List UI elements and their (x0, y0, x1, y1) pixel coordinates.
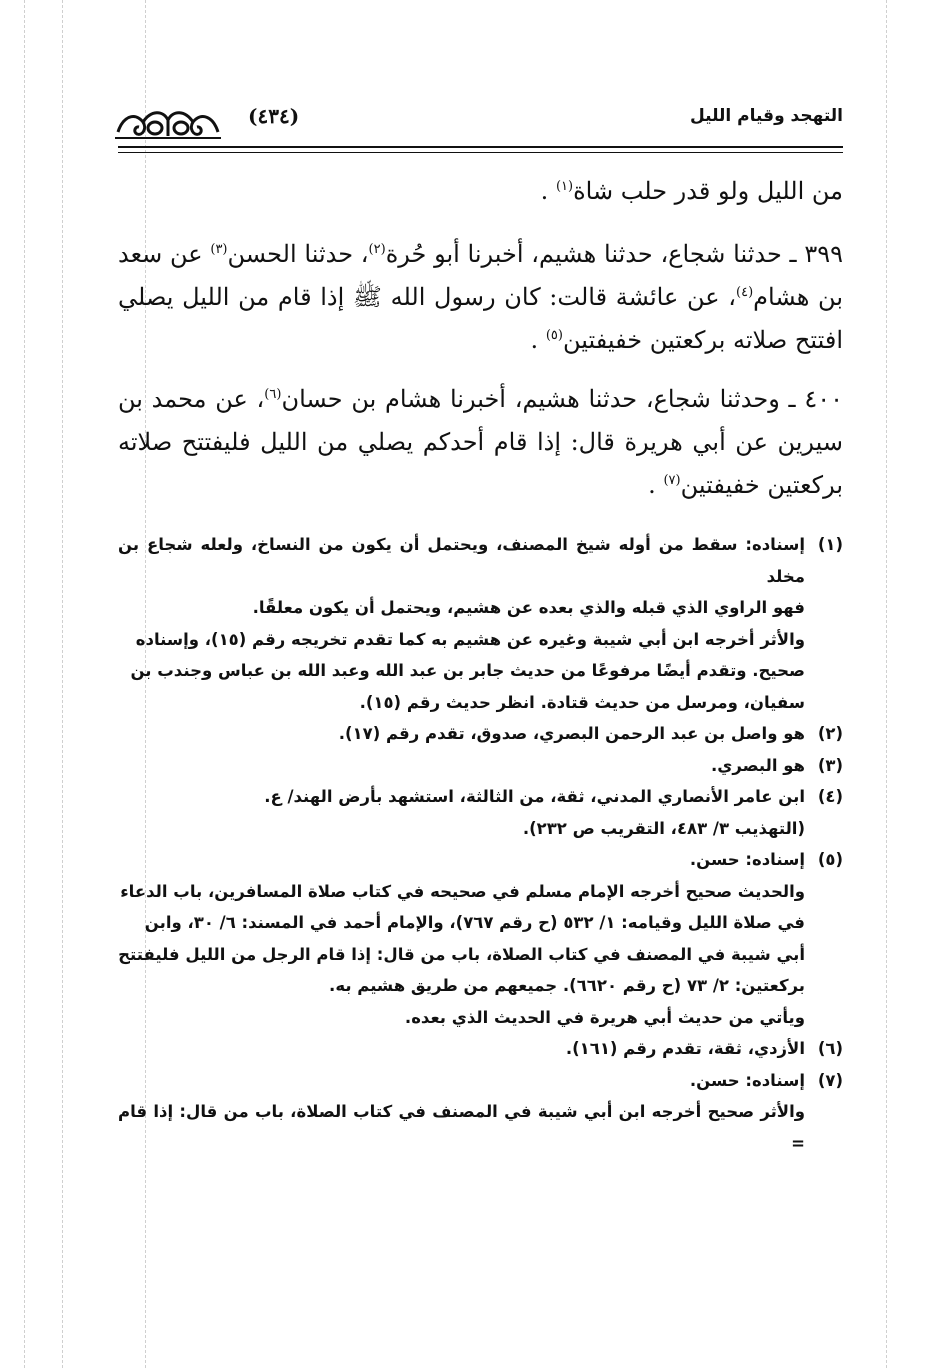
main-text (118, 170, 843, 507)
text-run: ٣٩٩ ـ حدثنا شجاع، حدثنا هشيم، أخبرنا أبو حُرة (385, 240, 843, 268)
book-page (118, 98, 843, 1338)
header-rule (118, 146, 843, 148)
footnote-2 (118, 718, 843, 750)
text-run: ٤٠٠ ـ وحدثنا شجاع، حدثنا هشيم، أخبرنا هشام بن حسان (281, 385, 843, 413)
footnotes (118, 529, 843, 1159)
footnote-line: إسناده: حسن. (689, 850, 805, 869)
paragraph-hadith-400 (118, 378, 843, 507)
footnote-line: الأزدي، ثقة، تقدم رقم (١٦١). (565, 1039, 805, 1058)
footnote-line: بركعتين: ٢/ ٧٣ (ح رقم ٦٦٢٠). جميعهم من طريق هشيم به. (329, 976, 805, 995)
footnote-line: والأثر أخرجه ابن أبي شيبة وغيره عن هشيم به كما تقدم تخريجه رقم (١٥)، وإسناده (135, 629, 805, 649)
footnote-ref[interactable]: (٢) (368, 242, 386, 257)
text-run: ، حدثنا الحسن (227, 240, 369, 268)
text-run: من الليل ولو قدر حلب شاة (573, 177, 843, 205)
paragraph (118, 170, 843, 213)
footnote-number: (٥) (817, 850, 843, 869)
paragraph-hadith-399 (118, 233, 843, 362)
scan-guide-line (24, 0, 25, 1368)
footnote-line: هو واصل بن عبد الرحمن البصري، صدوق، تقدم رقم (١٧). (338, 724, 805, 743)
footnote-line: ويأتي من حديث أبي هريرة في الحديث الذي بعده. (404, 1007, 805, 1027)
footnote-3 (118, 750, 843, 782)
footnote-line: ابن عامر الأنصاري المدني، ثقة، من الثالثة، استشهد بأرض الهند/ ع. (264, 787, 805, 806)
footnote-ref[interactable]: (١) (555, 179, 574, 194)
footnote-number: (١) (817, 535, 843, 554)
footnote-number: (٧) (817, 1070, 843, 1090)
footnote-ref[interactable]: (٧) (663, 473, 681, 488)
floral-ornament-icon (113, 106, 223, 146)
footnote-line: سفيان، ومرسل من حديث قتادة. انظر حديث رقم (١٥). (359, 692, 805, 712)
footnote-line: (التهذيب ٣/ ٤٨٣، التقريب ص ٢٣٢). (522, 818, 805, 838)
footnote-1 (118, 529, 843, 718)
footnote-line: إسناده: سقط من أوله شيخ المصنف، ويحتمل أن يكون من النساخ، ولعله شجاع بن مخلد (118, 535, 805, 586)
running-title: التهجد وقيام الليل (689, 106, 843, 126)
footnote-number: (٢) (817, 724, 843, 743)
footnote-line: أبي شيبة في المصنف في كتاب الصلاة، باب من قال: إذا قام الرجل من الليل فليفتتح (118, 944, 805, 964)
text-run: عن سعد بن هشام (118, 240, 843, 311)
scan-guide-line (886, 0, 887, 1368)
text-run: . (530, 326, 546, 354)
page-number: (٤٣٤) (248, 104, 300, 128)
footnote-number: (٤) (817, 787, 843, 806)
footnote-number: (٦) (817, 1039, 843, 1058)
footnote-5 (118, 844, 843, 1033)
footnote-line: والأثر صحيح أخرجه ابن أبي شيبة في المصنف في كتاب الصلاة، باب من قال: إذا قام = (118, 1102, 805, 1153)
page-header (118, 98, 843, 144)
footnote-line: إسناده: حسن. (689, 1070, 805, 1090)
footnote-ref[interactable]: (٥) (545, 328, 563, 343)
footnote-line: صحيح. وتقدم أيضًا مرفوعًا من حديث جابر بن عبد الله وعبد الله بن عباس وجندب بن (130, 661, 805, 680)
footnote-4 (118, 781, 843, 844)
footnote-ref[interactable]: (٦) (264, 387, 282, 402)
header-rule-thin (118, 152, 843, 153)
footnote-number: (٣) (817, 755, 843, 775)
text-run: ، عن محمد بن سيرين عن أبي هريرة قال: إذا قام أحدكم يصلي من الليل فليفتتح صلاته بركعتين خفيفتين (118, 385, 843, 499)
footnote-6 (118, 1033, 843, 1065)
footnote-ref[interactable]: (٣) (210, 242, 228, 257)
text-run: ، عن عائشة قالت: كان رسول الله ﷺ إذا قام من الليل يصلي افتتح صلاته بركعتين خفيفتين (118, 283, 843, 354)
footnote-line: هو البصري. (710, 755, 805, 775)
footnote-line: والحديث صحيح أخرجه الإمام مسلم في صحيحه في كتاب صلاة المسافرين، باب الدعاء (120, 881, 805, 901)
text-run: . (540, 177, 556, 205)
footnote-7 (118, 1065, 843, 1160)
text-run: . (648, 471, 664, 499)
footnote-line: فهو الراوي الذي قبله والذي بعده عن هشيم، ويحتمل أن يكون معلقًا. (252, 598, 805, 617)
footnote-ref[interactable]: (٤) (736, 285, 754, 300)
footnote-line: في صلاة الليل وقيامه: ١/ ٥٣٢ (ح رقم ٧٦٧)، والإمام أحمد في المسند: ٦/ ٣٠، وابن (144, 913, 805, 932)
scan-guide-line (62, 0, 63, 1368)
